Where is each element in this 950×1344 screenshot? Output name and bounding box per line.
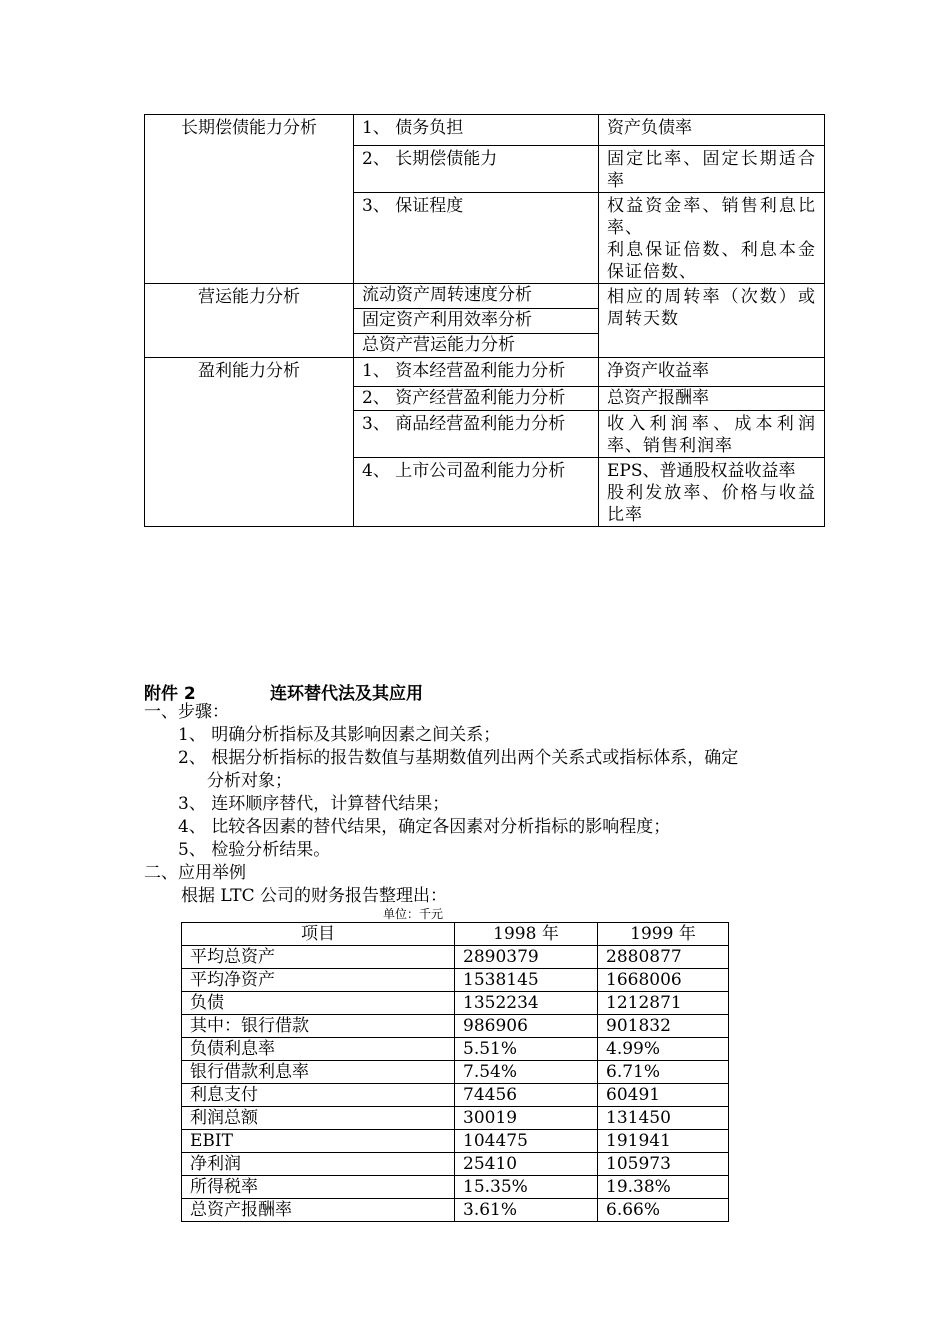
row-label: 其中：银行借款 [182,1015,455,1038]
indicator-cell [599,458,825,527]
item-cell: 2、 资产经营盈利能力分析 [354,387,599,411]
table-row [182,1038,729,1061]
indicator-cell: 资产负债率 [599,115,825,146]
step-item: 5、 检验分析结果。 [178,840,331,860]
value-1998: 3.61% [455,1199,598,1222]
value-1999: 1212871 [598,992,729,1015]
indicator-line: EPS、普通股权益收益率 [607,461,796,481]
row-label: 所得税率 [182,1176,455,1199]
value-1998: 1352234 [455,992,598,1015]
step-item: 1、 明确分析指标及其影响因素之间关系； [178,725,501,745]
item-cell: 3、 保证程度 [354,193,599,284]
value-1998: 986906 [455,1015,598,1038]
step-item: 3、 连环顺序替代，计算替代结果； [178,794,450,814]
value-1998: 25410 [455,1153,598,1176]
value-1998: 30019 [455,1107,598,1130]
row-label: 总资产报酬率 [182,1199,455,1222]
value-1999: 1668006 [598,969,729,992]
value-1999: 105973 [598,1153,729,1176]
table-row [182,1199,729,1222]
unit-label: 单位：千元 [383,907,444,921]
category-cell: 盈利能力分析 [145,358,354,527]
category-cell: 长期偿债能力分析 [145,115,354,284]
category-cell: 营运能力分析 [145,284,354,358]
example-intro: 根据 LTC 公司的财务报告整理出： [181,886,448,906]
item-cell: 流动资产周转速度分析 [354,284,599,309]
step-item: 4、 比较各因素的替代结果，确定各因素对分析指标的影响程度； [178,817,671,837]
item-cell: 1、 资本经营盈利能力分析 [354,358,599,387]
table-row [182,1084,729,1107]
indicator-cell [599,193,825,284]
value-1999: 6.71% [598,1061,729,1084]
table-row [182,1061,729,1084]
value-1998: 7.54% [455,1061,598,1084]
steps-heading: 一、步骤： [144,702,229,722]
value-1999: 131450 [598,1107,729,1130]
value-1998: 104475 [455,1130,598,1153]
table-row [182,969,729,992]
value-1998: 15.35% [455,1176,598,1199]
row-label: 负债 [182,992,455,1015]
item-cell: 4、 上市公司盈利能力分析 [354,458,599,527]
value-1998: 5.51% [455,1038,598,1061]
table-row [182,1107,729,1130]
row-label: 平均总资产 [182,946,455,969]
indicator-cell: 净资产收益率 [599,358,825,387]
example-heading: 二、应用举例 [144,863,246,883]
row-label: 银行借款利息率 [182,1061,455,1084]
step-item-continuation: 分析对象； [207,771,292,791]
indicator-line: 股利发放率、价格与收益比率 [607,483,816,525]
item-cell: 1、 债务负担 [354,115,599,146]
indicator-cell: 总资产报酬率 [599,387,825,411]
value-1998: 1538145 [455,969,598,992]
row-label: 平均净资产 [182,969,455,992]
item-cell: 2、 长期偿债能力 [354,146,599,193]
item-cell: 总资产营运能力分析 [354,334,599,358]
item-cell: 固定资产利用效率分析 [354,309,599,334]
header-cell: 1999 年 [598,923,729,946]
table-row [182,992,729,1015]
table-row [182,1153,729,1176]
indicator-cell: 固定比率、固定长期适合率 [599,146,825,193]
value-1999: 6.66% [598,1199,729,1222]
row-label: 利润总额 [182,1107,455,1130]
appendix-title: 连环替代法及其应用 [270,684,423,704]
table-header-row [182,923,729,946]
row-label: 利息支付 [182,1084,455,1107]
step-item: 2、 根据分析指标的报告数值与基期数值列出两个关系式或指标体系，确定 [178,748,739,768]
table-row [182,1176,729,1199]
table-row [182,1015,729,1038]
value-1999: 2880877 [598,946,729,969]
indicator-cell: 相应的周转率（次数）或周转天数 [599,284,825,358]
row-label: 净利润 [182,1153,455,1176]
indicator-cell: 收入利润率、成本利润率、销售利润率 [599,411,825,458]
value-1999: 191941 [598,1130,729,1153]
table-row [182,1130,729,1153]
indicator-line: 权益资金率、销售利息比率、 [607,196,816,238]
appendix-number: 附件 2 [144,684,196,704]
indicator-line: 利息保证倍数、利息本金保证倍数、 [607,240,816,282]
value-1998: 74456 [455,1084,598,1107]
row-label: EBIT [182,1130,455,1153]
analysis-table [144,114,825,527]
table-row [182,946,729,969]
value-1999: 60491 [598,1084,729,1107]
value-1999: 4.99% [598,1038,729,1061]
value-1999: 19.38% [598,1176,729,1199]
financial-data-table [181,922,729,1222]
value-1998: 2890379 [455,946,598,969]
value-1999: 901832 [598,1015,729,1038]
item-cell: 3、 商品经营盈利能力分析 [354,411,599,458]
header-cell: 项目 [182,923,455,946]
row-label: 负债利息率 [182,1038,455,1061]
header-cell: 1998 年 [455,923,598,946]
